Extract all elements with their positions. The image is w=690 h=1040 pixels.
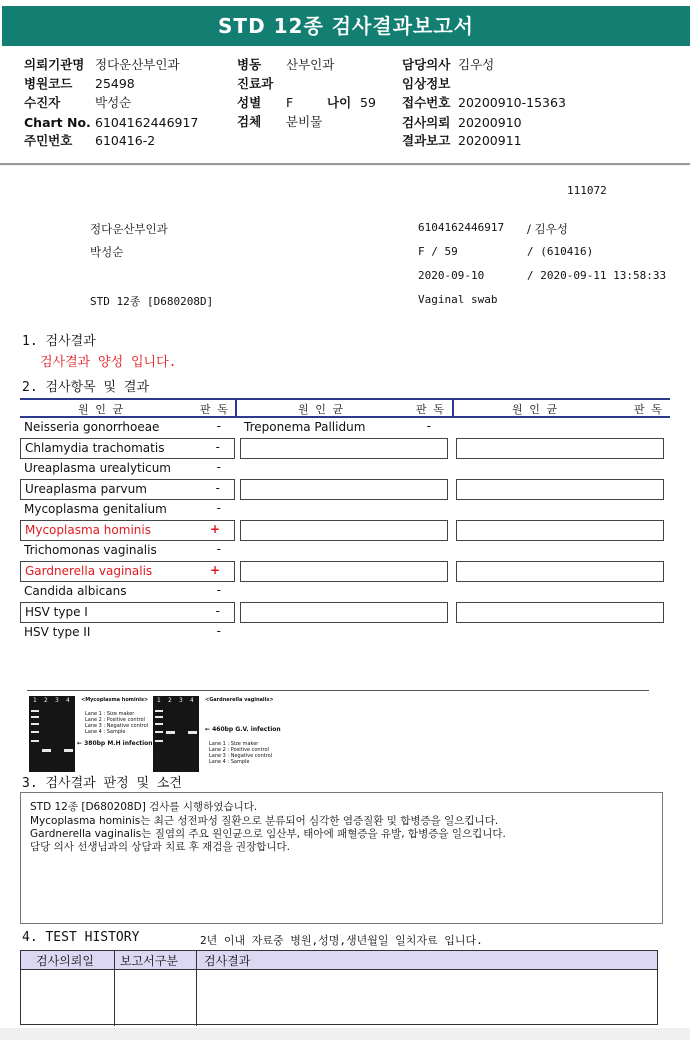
- gel-legend-1: Lane 1 : Size maker: [85, 711, 135, 717]
- gel-legend-3: Lane 3 : Negative control: [85, 723, 149, 729]
- marker-band: [155, 723, 163, 725]
- pathogen-result: -: [426, 419, 431, 433]
- positive-band: [42, 749, 51, 752]
- label-hospital-code: 병원코드: [24, 76, 73, 91]
- th-result-2: 판 독: [416, 403, 444, 416]
- th-pathogen-2: 원 인 균: [298, 403, 344, 416]
- empty-cell: [240, 520, 448, 541]
- report-header: [0, 0, 690, 165]
- pathogen-result: +: [209, 563, 220, 577]
- gel-images: [27, 690, 649, 772]
- result-row-gardnerella: [20, 561, 235, 582]
- sample-band: [64, 749, 73, 752]
- label-specimen: 검체: [237, 114, 262, 129]
- gel-legend-4: Lane 4 : Sample: [209, 759, 250, 765]
- paper-request-date: 2020-09-10: [418, 269, 485, 282]
- empty-cell: [240, 561, 448, 582]
- result-row-hsv2: [20, 623, 235, 644]
- gel-arrow-mycoplasma: ← 380bp M.H infection: [77, 740, 153, 747]
- label-report-date: 결과보고: [402, 133, 451, 148]
- lane-number: 3: [55, 697, 59, 704]
- pathogen-name: Mycoplasma genitalium: [24, 502, 167, 516]
- section1-title: 1. 검사결과: [22, 334, 96, 349]
- opinion-line: STD 12종 [D680208D] 검사를 시행하였습니다.: [30, 801, 258, 813]
- history-col-result: 검사결과: [204, 954, 251, 968]
- label-request-date: 검사의뢰: [402, 115, 451, 130]
- gel-legend-4: Lane 4 : Sample: [85, 729, 126, 735]
- label-resident-no: 주민번호: [24, 133, 73, 148]
- value-requester: 정다운산부인과: [95, 57, 180, 72]
- value-specimen: 분비물: [286, 114, 323, 129]
- header-divider: [0, 163, 690, 165]
- result-row-mycoplasma-genitalium: [20, 500, 235, 521]
- lane-number: 1: [157, 697, 161, 704]
- pathogen-result: -: [216, 583, 221, 597]
- marker-band: [155, 716, 163, 718]
- th-result-1: 판 독: [200, 403, 228, 416]
- empty-cell: [456, 479, 664, 500]
- result-row-candida: [20, 582, 235, 603]
- gel-legend-2: Lane 2 : Positive control: [85, 717, 145, 723]
- paper-patient: 박성순: [90, 245, 124, 259]
- positive-band: [166, 731, 175, 734]
- opinion-box: [20, 792, 663, 924]
- empty-cell: [456, 520, 664, 541]
- pathogen-name: Treponema Pallidum: [244, 420, 366, 434]
- paper-doctor: / 김우성: [527, 222, 568, 236]
- gel-arrow-gardnerella: ← 460bp G.V. infection: [205, 726, 281, 733]
- paper-clinic: 정다운산부인과: [90, 222, 168, 236]
- opinion-line: Mycoplasma hominis는 최근 성전파성 질환으로 분류되어 심각한 염증질환 및 합병증을 일으킵니다.: [30, 815, 499, 827]
- value-chart-no: 6104162446917: [95, 115, 199, 130]
- lane-number: 4: [66, 697, 70, 704]
- paper-sex-age: F / 59: [418, 245, 458, 258]
- paper-chart-no: 6104162446917: [418, 221, 505, 234]
- paper-specimen: Vaginal swab: [418, 293, 498, 306]
- paper-report-datetime: / 2020-09-11 13:58:33: [527, 269, 667, 282]
- col-divider: [452, 400, 454, 418]
- gel-legend-3: Lane 3 : Negative control: [209, 753, 273, 759]
- lane-number: 3: [179, 697, 183, 704]
- marker-band: [31, 740, 39, 742]
- value-hospital-code: 25498: [95, 76, 135, 91]
- value-resident-no: 610416-2: [95, 133, 156, 148]
- result-row-hsv1: [20, 602, 235, 623]
- result-row-mycoplasma-hominis: [20, 520, 235, 541]
- result-row-ureaplasma-urealyticum: [20, 459, 235, 480]
- pathogen-result: +: [209, 522, 220, 536]
- pathogen-result: -: [216, 501, 221, 515]
- gel-title-mycoplasma: <Mycoplasma hominis>: [81, 697, 149, 703]
- pathogen-name: Mycoplasma hominis: [25, 523, 151, 537]
- pathogen-name: Ureaplasma parvum: [25, 482, 147, 496]
- empty-cell: [240, 479, 448, 500]
- label-department: 진료과: [237, 76, 274, 91]
- result-row-neisseria: [20, 418, 235, 439]
- pathogen-result: -: [215, 481, 220, 495]
- gel-legend-2: Lane 2 : Positive control: [209, 747, 269, 753]
- marker-band: [155, 740, 163, 742]
- pathogen-name: Gardnerella vaginalis: [25, 564, 153, 578]
- label-doctor: 담당의사: [402, 57, 451, 72]
- marker-band: [31, 710, 39, 712]
- lane-number: 4: [190, 697, 194, 704]
- opinion-line: Gardnerella vaginalis는 질염의 주요 원인균으로 임산부, 태아에 패혈증을 유발, 합병증을 일으킵니다.: [30, 828, 506, 840]
- test-history-table: [20, 950, 658, 1025]
- lane-number: 1: [33, 697, 37, 704]
- gel-title-gardnerella: <Gardnerella vaginalis>: [205, 697, 274, 703]
- gel-image-mycoplasma: [29, 696, 75, 772]
- pathogen-result: -: [216, 624, 221, 638]
- value-sex: F: [286, 95, 294, 110]
- pathogen-name: HSV type I: [25, 605, 88, 619]
- value-receipt-no: 20200910-15363: [458, 95, 566, 110]
- value-doctor: 김우성: [458, 57, 495, 72]
- lane-number: 2: [44, 697, 48, 704]
- label-ward: 병동: [237, 57, 262, 72]
- section2-title: 2. 검사항목 및 결과: [22, 380, 150, 395]
- report-title: STD 12종 검사결과보고서: [2, 6, 690, 46]
- pathogen-result: -: [216, 460, 221, 474]
- result-summary: 검사결과 양성 입니다.: [40, 355, 177, 370]
- col-divider: [235, 400, 237, 418]
- opinion-line: 담당 의사 선생님과의 상담과 치료 후 재검을 권장합니다.: [30, 841, 290, 853]
- pathogen-name: Chlamydia trachomatis: [25, 441, 165, 455]
- history-col-request-date: 검사의뢰일: [36, 954, 94, 968]
- label-patient: 수진자: [24, 95, 61, 110]
- paper-birth: / (610416): [527, 245, 594, 258]
- pathogen-name: Ureaplasma urealyticum: [24, 461, 171, 475]
- lane-number: 2: [168, 697, 172, 704]
- section4-title: 4. TEST HISTORY: [22, 930, 140, 945]
- empty-cell: [456, 561, 664, 582]
- marker-band: [155, 710, 163, 712]
- result-row-treponema: [240, 418, 445, 439]
- pathogen-name: HSV type II: [24, 625, 91, 639]
- label-chart-no: Chart No.: [24, 115, 91, 130]
- label-sex: 성별: [237, 95, 262, 110]
- empty-cell: [456, 602, 664, 623]
- history-header: [21, 951, 657, 970]
- th-pathogen-1: 원 인 균: [78, 403, 124, 416]
- paper-test-name: STD 12종 [D680208D]: [90, 295, 214, 308]
- label-requester: 의뢰기관명: [24, 57, 85, 72]
- pathogen-name: Neisseria gonorrhoeae: [24, 420, 160, 434]
- section3-title: 3. 검사결과 판정 및 소견: [22, 776, 182, 791]
- sample-band: [188, 731, 197, 734]
- pathogen-result: -: [215, 604, 220, 618]
- gel-image-gardnerella: [153, 696, 199, 772]
- marker-band: [31, 716, 39, 718]
- result-row-chlamydia: [20, 438, 235, 459]
- pathogen-name: Trichomonas vaginalis: [24, 543, 157, 557]
- result-row-ureaplasma-parvum: [20, 479, 235, 500]
- empty-cell: [456, 438, 664, 459]
- value-patient: 박성순: [95, 95, 132, 110]
- value-ward: 산부인과: [286, 57, 335, 72]
- th-pathogen-3: 원 인 균: [512, 403, 558, 416]
- marker-band: [155, 731, 163, 733]
- table-header: [20, 398, 670, 418]
- history-col-divider: [114, 951, 115, 1026]
- result-row-trichomonas: [20, 541, 235, 562]
- report-code: 111072: [567, 184, 607, 197]
- history-note: 2년 이내 자료중 병원,성명,생년월일 일치자료 입니다.: [200, 934, 483, 947]
- value-request-date: 20200910: [458, 115, 522, 130]
- value-report-date: 20200911: [458, 133, 522, 148]
- value-age: 59: [360, 95, 376, 110]
- pathogen-result: -: [216, 542, 221, 556]
- th-result-3: 판 독: [634, 403, 662, 416]
- gel-legend-1: Lane 1 : Size maker: [209, 741, 259, 747]
- empty-cell: [240, 602, 448, 623]
- label-age: 나이: [327, 95, 352, 110]
- marker-band: [31, 723, 39, 725]
- label-clinical-info: 임상정보: [402, 76, 451, 91]
- pathogen-result: -: [216, 419, 221, 433]
- pathogen-name: Candida albicans: [24, 584, 127, 598]
- history-col-divider: [196, 951, 197, 1026]
- history-col-report-type: 보고서구분: [120, 954, 178, 968]
- pathogen-result: -: [215, 440, 220, 454]
- empty-cell: [240, 438, 448, 459]
- label-receipt-no: 접수번호: [402, 95, 451, 110]
- marker-band: [31, 731, 39, 733]
